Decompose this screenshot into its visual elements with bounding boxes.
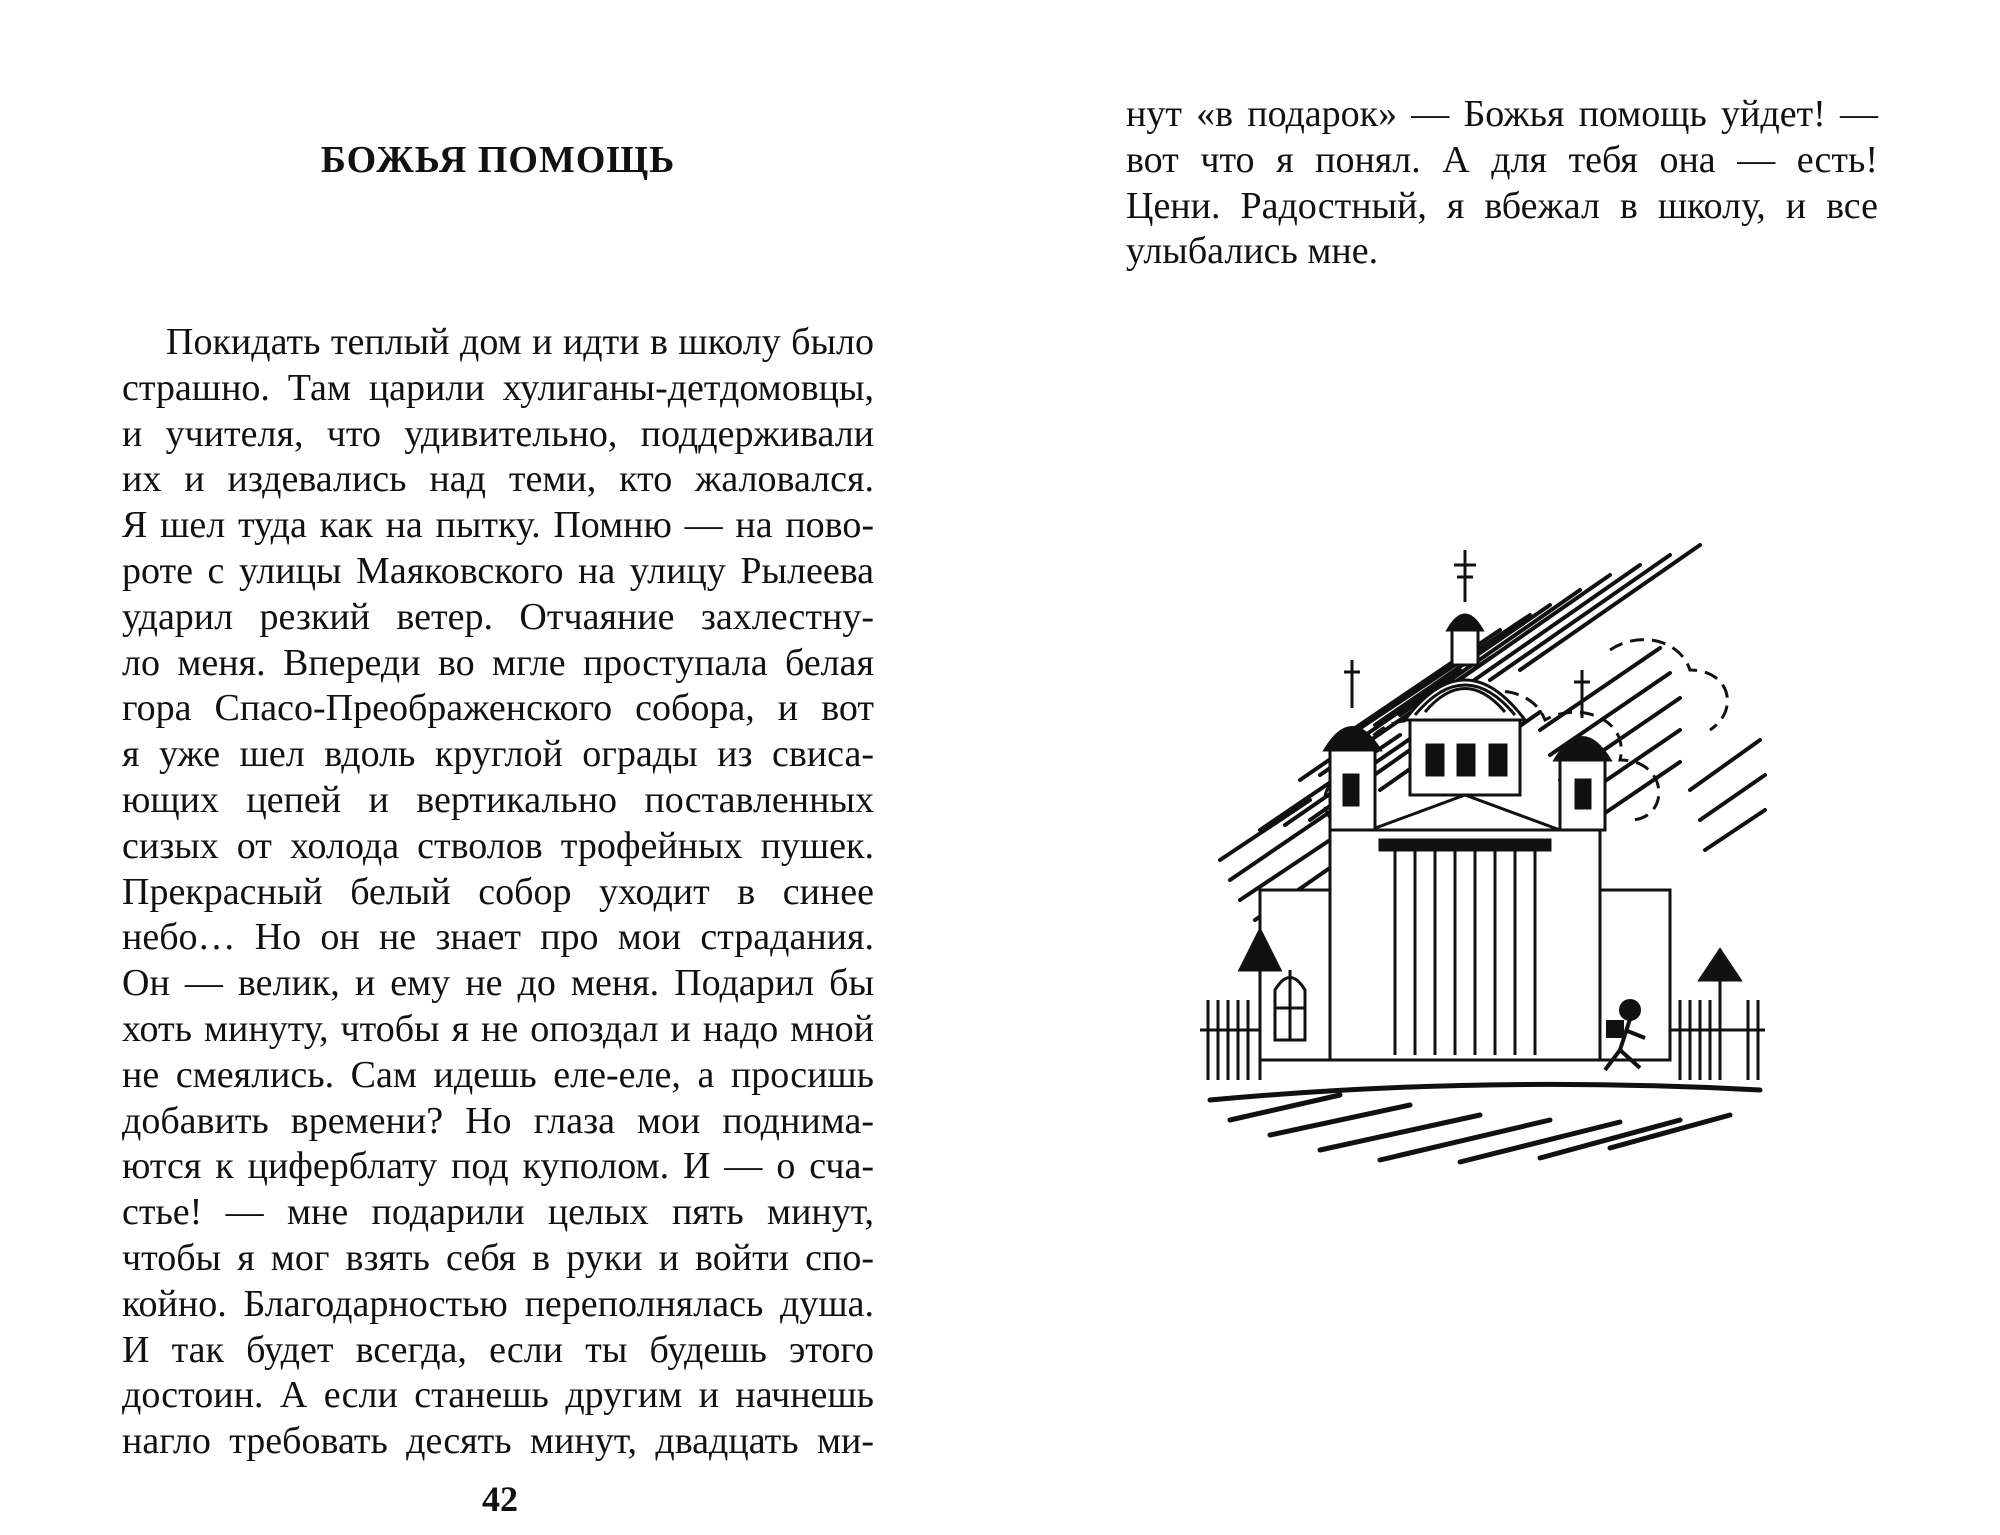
right-body-text bbox=[1126, 92, 1878, 275]
text-line: нут «в подарок» — Божья помощь уйдет! — bbox=[1126, 93, 1878, 135]
right-page bbox=[1000, 0, 2000, 1535]
text-line: не смеялись. Сам идешь еле-еле, а просишь bbox=[122, 1053, 874, 1096]
text-line: и учителя, что удивительно, поддерживали bbox=[122, 412, 874, 455]
text-line: ются к циферблату под куполом. И — о сча- bbox=[122, 1145, 874, 1188]
text-line: Прекрасный белый собор уходит в синее bbox=[122, 870, 874, 913]
text-line: ударил резкий ветер. Отчаяние захлестну- bbox=[122, 595, 874, 638]
text-line: гора Спасо-Преображенского собора, и вот bbox=[122, 687, 874, 730]
page-number: 42 bbox=[482, 1479, 518, 1519]
text-line: страшно. Там царили хулиганы-детдомовцы, bbox=[122, 366, 874, 409]
cathedral-illustration bbox=[1200, 530, 1770, 1170]
text-line: хоть минуту, чтобы я не опоздал и надо мной bbox=[122, 1007, 874, 1050]
text-line: добавить времени? Но глаза мои поднима- bbox=[122, 1099, 874, 1142]
text-line: достоин. А если станешь другим и начнешь bbox=[122, 1374, 874, 1417]
text-line: Покидать теплый дом и идти в школу было bbox=[166, 321, 874, 363]
text-line: нагло требовать десять минут, двадцать ми- bbox=[122, 1420, 874, 1463]
text-line: сизых от холода стволов трофейных пушек. bbox=[122, 824, 874, 867]
ground-shadow bbox=[1210, 1084, 1760, 1162]
text-line: стье! — мне подарили целых пять минут, bbox=[122, 1191, 874, 1234]
cathedral bbox=[1260, 550, 1670, 1060]
text-line: роте с улицы Маяковского на улицу Рылеева bbox=[122, 549, 874, 592]
text-line: Я шел туда как на пытку. Помню — на пово- bbox=[122, 504, 874, 547]
text-line: их и издевались над теми, кто жаловался. bbox=[122, 458, 874, 501]
text-line: я уже шел вдоль круглой ограды из свиса- bbox=[122, 733, 874, 776]
text-line: И так будет всегда, если ты будешь этого bbox=[122, 1328, 874, 1371]
text-line: ло меня. Впереди во мгле проступала белая bbox=[122, 641, 874, 684]
text-line: улыбались мне. bbox=[1126, 230, 1379, 273]
text-line: койно. Благодарностью переполнялась душа. bbox=[122, 1282, 874, 1325]
text-line: Цени. Радостный, я вбежал в школу, и все bbox=[1126, 184, 1878, 227]
left-body-text bbox=[122, 320, 874, 1465]
text-line: чтобы я мог взять себя в руки и войти спо- bbox=[122, 1236, 874, 1279]
text-line: вот что я понял. А для тебя она — есть! bbox=[1126, 138, 1878, 181]
chapter-title: БОЖЬЯ ПОМОЩЬ bbox=[320, 139, 676, 181]
text-line: ющих цепей и вертикально поставленных bbox=[122, 778, 874, 821]
text-line: небо… Но он не знает про мои страдания. bbox=[122, 916, 874, 959]
text-line: Он — велик, и ему не до меня. Подарил бы bbox=[122, 962, 874, 1005]
